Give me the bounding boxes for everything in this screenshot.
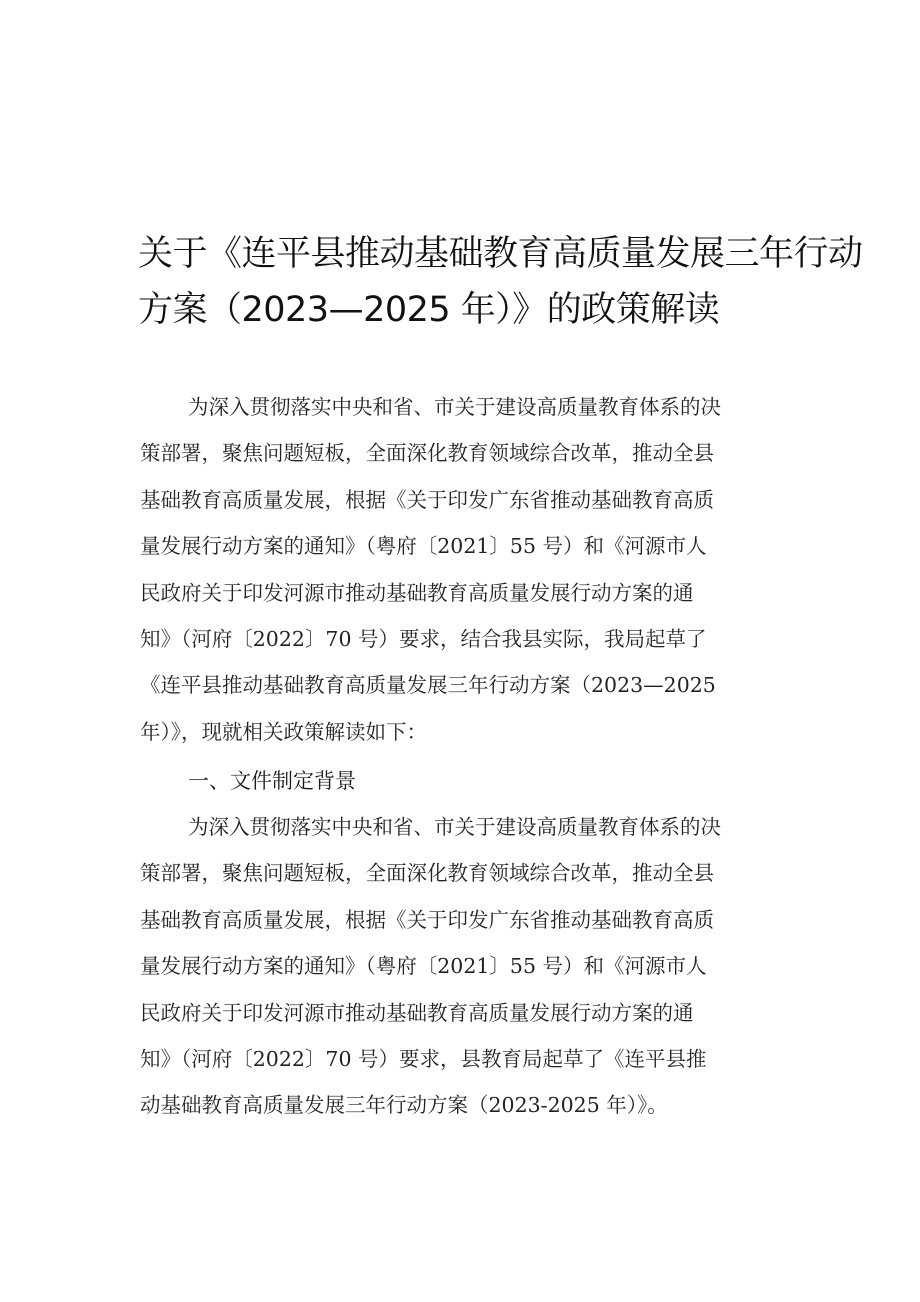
section1-paragraph	[140, 804, 785, 1129]
paragraph-line: 策部署，聚焦问题短板，全面深化教育领域综合改革，推动全县	[140, 861, 714, 886]
paragraph-line: 知》（河府〔2022〕70 号）要求，结合我县实际，我局起草了	[140, 627, 707, 652]
paragraph-line: 量发展行动方案的通知》（粤府〔2021〕55 号）和《河源市人	[140, 534, 707, 559]
paragraph-line: 年）》，现就相关政策解读如下：	[140, 719, 427, 744]
paragraph-line: 策部署，聚焦问题短板，全面深化教育领域综合改革，推动全县	[140, 441, 714, 466]
title-line: 方案（2023—2025 年）》的政策解读	[138, 290, 720, 330]
paragraph-line: 量发展行动方案的通知》（粤府〔2021〕55 号）和《河源市人	[140, 954, 707, 979]
section-heading: 一、文件制定背景	[188, 769, 356, 793]
paragraph-line: 为深入贯彻落实中央和省、市关于建设高质量教育体系的决	[188, 395, 721, 419]
paragraph-line: 民政府关于印发河源市推动基础教育高质量发展行动方案的通	[140, 580, 694, 605]
paragraph-line: 民政府关于印发河源市推动基础教育高质量发展行动方案的通	[140, 1000, 694, 1025]
intro-paragraph	[140, 384, 785, 755]
paragraph-line: 基础教育高质量发展，根据《关于印发广东省推动基础教育高质	[140, 487, 714, 512]
title-line: 关于《连平县推动基础教育高质量发展三年行动	[138, 234, 863, 274]
paragraph-line: 知》（河府〔2022〕70 号）要求，县教育局起草了《连平县推	[140, 1047, 707, 1072]
paragraph-line: 为深入贯彻落实中央和省、市关于建设高质量教育体系的决	[188, 815, 721, 839]
paragraph-line: 动基础教育高质量发展三年行动方案（2023-2025 年）》。	[140, 1093, 668, 1118]
document-title	[138, 226, 863, 338]
paragraph-line: 基础教育高质量发展，根据《关于印发广东省推动基础教育高质	[140, 907, 714, 932]
paragraph-line: 《连平县推动基础教育高质量发展三年行动方案（2023—2025	[140, 673, 716, 698]
